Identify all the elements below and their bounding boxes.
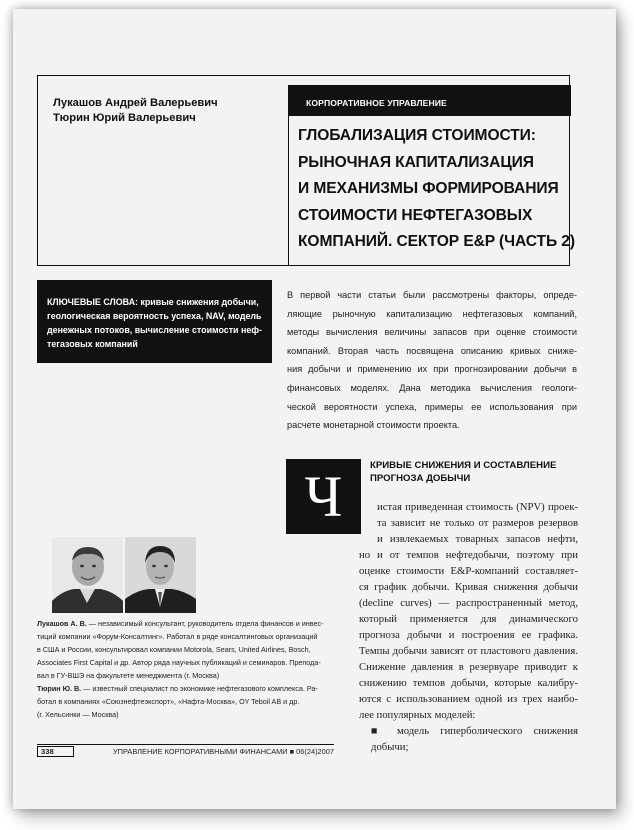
author-name: Тюрин Юрий Валерьевич <box>53 112 196 124</box>
author-photo-image <box>125 537 196 613</box>
body-line: ся график добычи. Кривая снижения добычи <box>359 581 578 593</box>
bio-line <box>37 617 324 630</box>
title-line: СТОИМОСТИ НЕФТЕГАЗОВЫХ <box>298 206 533 224</box>
author-photo <box>125 537 196 613</box>
authors-block <box>53 96 273 126</box>
article-title <box>298 123 578 256</box>
keywords-line: геологическая вероятность успеха, NAV, модель <box>47 311 262 321</box>
bio-line: вал в ГУ-ВШЭ на факультете менеджмента (г. Москва) <box>37 671 220 680</box>
bio-author-name: Лукашов А. В. <box>37 619 87 628</box>
author-photo <box>52 537 123 613</box>
bio-line <box>37 682 318 695</box>
title-line: ГЛОБАЛИЗАЦИЯ СТОИМОСТИ: <box>298 127 536 144</box>
bio-line: ботал в компаниях «Союзнефтеэкспорт», «Нафта-Москва», OY Teboil AB и др. <box>37 697 300 706</box>
body-line: ■ модель гиперболического снижения <box>371 725 578 737</box>
journal-issue: УПРАВЛЕНИЕ КОРПОРАТИВНЫМИ ФИНАНСАМИ ■ 06(24)2007 <box>112 747 334 756</box>
section-heading-line: ПРОГНОЗА ДОБЫЧИ <box>370 472 471 484</box>
bio-author-name: Тюрин Ю. В. <box>37 684 82 693</box>
body-line: Снижение давления в резервуаре приводит к <box>359 661 578 673</box>
abstract-line: компаний. Вторая часть посвящена описанию кривых сниже- <box>287 345 577 356</box>
body-line: снижению темпов добычи, которые калибру- <box>359 677 578 689</box>
body-line: Темпы добычи зависят от пластового давления. <box>359 645 578 657</box>
rubric-label: КОРПОРАТИВНОЕ УПРАВЛЕНИЕ <box>288 85 571 116</box>
section-heading-line: КРИВЫЕ СНИЖЕНИЯ И СОСТАВЛЕНИЕ <box>370 460 557 471</box>
title-line: И МЕХАНИЗМЫ ФОРМИРОВАНИЯ <box>298 180 559 197</box>
page-footer <box>37 746 334 758</box>
title-line: РЫНОЧНАЯ КАПИТАЛИЗАЦИЯ <box>298 153 534 171</box>
body-line: и извлекаемых товарных запасов нефти, <box>377 533 578 545</box>
title-line: КОМПАНИЙ. СЕКТОР E&P (ЧАСТЬ 2) <box>298 233 575 250</box>
abstract-line: В первой части статьи были рассмотрены факторы, опреде- <box>287 290 577 300</box>
keywords-line: денежных потоков, вычисление стоимости неф- <box>47 325 262 335</box>
bio-line: тиций компании «Форум-Консалтинг». Работал в ряде консалтинговых организаций <box>37 632 318 641</box>
section-heading <box>370 460 580 485</box>
drop-cap: Ч <box>286 459 361 534</box>
body-line: добычи; <box>371 741 409 753</box>
abstract-line: ляющие рыночную капитализацию нефтегазовых компаний, <box>287 308 577 319</box>
keywords-line: КЛЮЧЕВЫЕ СЛОВА: кривые снижения добычи, <box>47 297 259 307</box>
abstract-line: методы вычисления величины запасов при оценке стоимости <box>287 327 577 338</box>
keywords-box <box>37 280 272 363</box>
footer-rule <box>37 744 334 745</box>
body-line: прогноза добычи и построения ее графика. <box>359 629 578 641</box>
body-line: (decline curves) — распространенный метод, <box>359 597 578 609</box>
body-line: который применяется для динамического <box>359 613 578 625</box>
body-line: истая приведенная стоимость (NPV) проек- <box>377 501 578 513</box>
body-line: оценке стоимости E&P-компаний составляет- <box>359 565 578 577</box>
bio-line: (г. Хельсинки — Москва) <box>37 710 119 719</box>
abstract <box>287 286 577 435</box>
body-line: лее популярных моделей: <box>359 709 476 721</box>
bio-line: Associates First Capital и др. Автор ряда научных публикаций и семинаров. Препода- <box>37 658 321 667</box>
body-line: ются с использованием одной из трех наибо- <box>359 693 578 705</box>
keywords-line: тегазовых компаний <box>47 339 138 349</box>
abstract-line: ческой вероятности успеха, примеры ее использования при <box>287 401 577 412</box>
abstract-line: финансовых моделях. Дана методика вычисления геологи- <box>287 382 577 393</box>
bio-text: — независимый консультант, руководитель отдела финансов и инвес- <box>86 619 324 628</box>
bio-line: в США и России, консультировал компании Motorola, Sears, United Airlines, Bosch, <box>37 645 311 654</box>
body-line: та зависит не только от размеров резервов <box>377 517 578 529</box>
author-bios <box>37 617 324 721</box>
body-line: но и от темпов нефтедобычи, поэтому при <box>359 549 578 561</box>
abstract-line: ния добычи и применению их при прогнозировании добычи в <box>287 364 577 375</box>
page-number: 338 <box>37 746 74 757</box>
bio-text: — известный специалист по экономике нефтегазового комплекса. Ра- <box>81 684 318 693</box>
author-name: Лукашов Андрей Валерьевич <box>53 97 218 109</box>
abstract-line: расчете монетарной стоимости проекта. <box>287 420 460 431</box>
author-photo-image <box>52 537 123 613</box>
